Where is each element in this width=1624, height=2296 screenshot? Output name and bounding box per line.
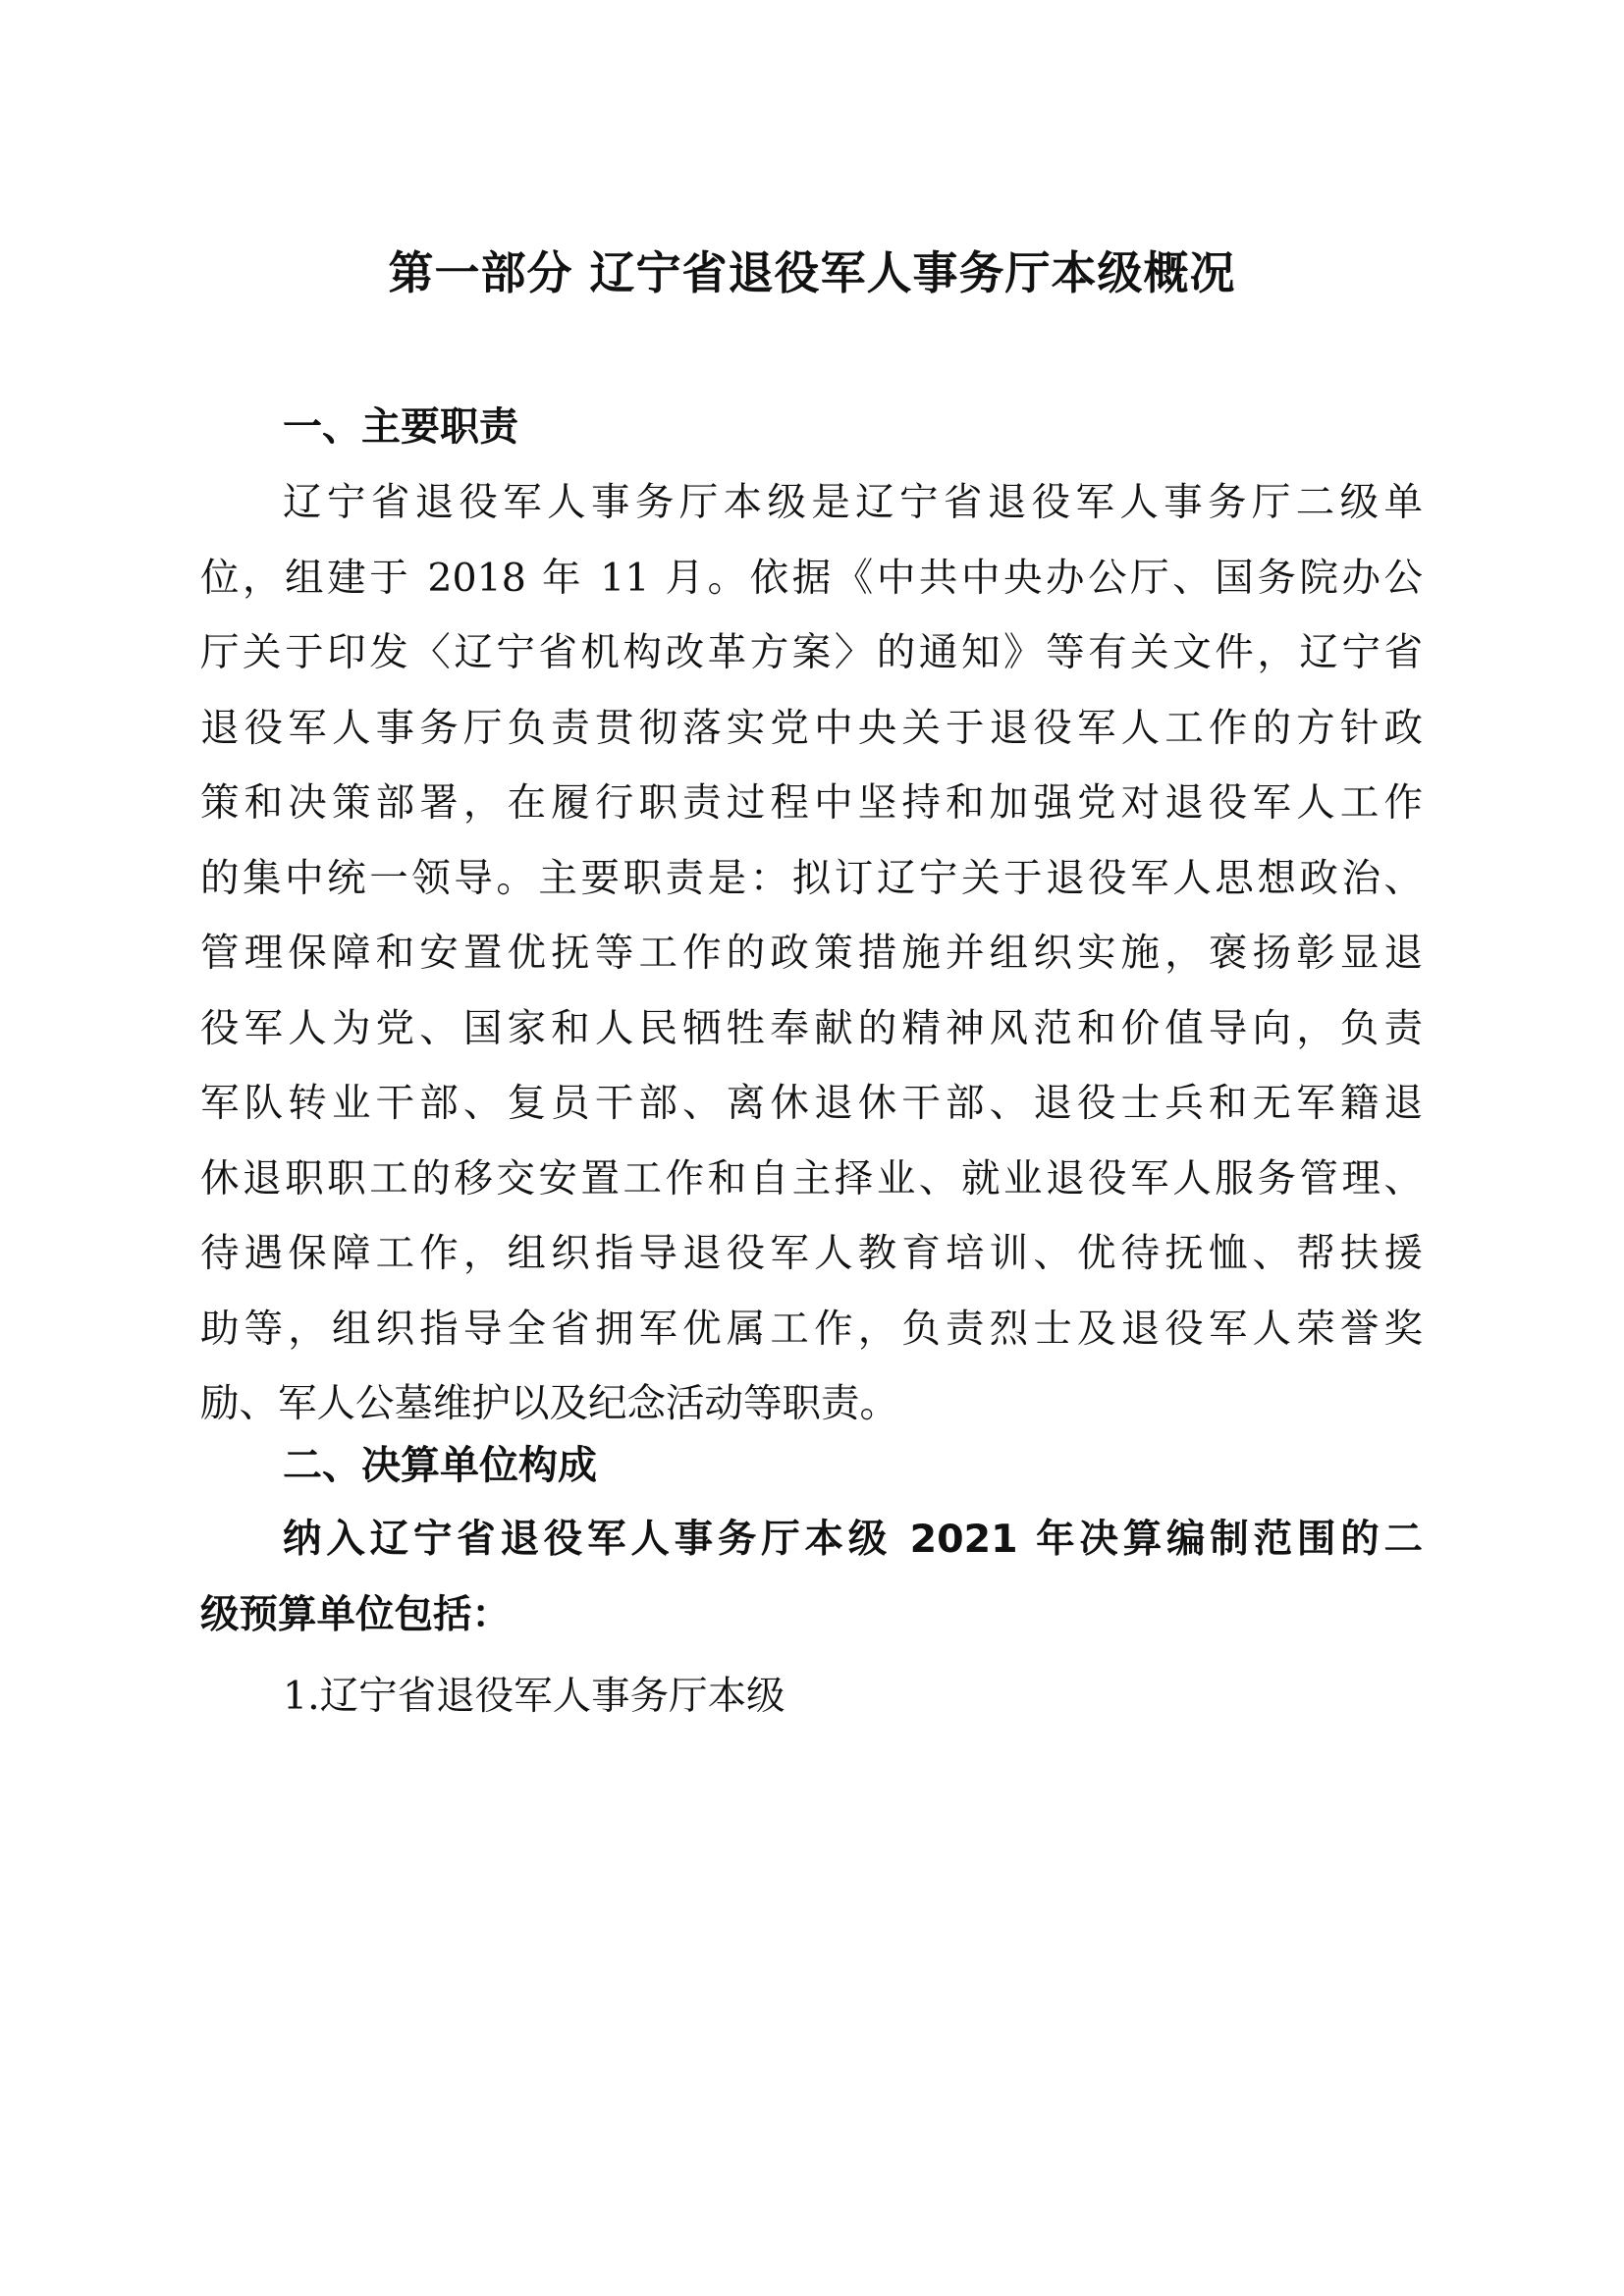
section-heading-main-duties: 一、主要职责 — [283, 404, 518, 450]
paragraph-line: 待遇保障工作，组织指导退役军人教育培训、优待抚恤、帮扶援 — [200, 1231, 1423, 1276]
paragraph-line: 助等，组织指导全省拥军优属工作，负责烈士及退役军人荣誉奖 — [200, 1306, 1423, 1352]
paragraph-main-duties — [200, 465, 1423, 1442]
paragraph-line: 励、军人公墓维护以及纪念活动等职责。 — [200, 1381, 898, 1426]
list-item: 1.辽宁省退役军人事务厅本级 — [283, 1674, 785, 1719]
paragraph-line: 厅关于印发〈辽宁省机构改革方案〉的通知》等有关文件，辽宁省 — [200, 630, 1423, 675]
paragraph-line: 的集中统一领导。主要职责是：拟订辽宁关于退役军人思想政治、 — [200, 855, 1423, 901]
paragraph-line: 纳入辽宁省退役军人事务厅本级 2021 年决算编制范围的二 — [283, 1517, 1423, 1562]
section-heading-budget-units: 二、决算单位构成 — [283, 1443, 597, 1488]
paragraph-line: 级预算单位包括： — [200, 1591, 511, 1637]
paragraph-line: 位，组建于 2018 年 11 月。依据《中共中央办公厅、国务院办公 — [200, 555, 1423, 601]
paragraph-line: 役军人为党、国家和人民牺牲奉献的精神风范和价值导向，负责 — [200, 1005, 1423, 1051]
paragraph-line: 退役军人事务厅负责贯彻落实党中央关于退役军人工作的方针政 — [200, 705, 1423, 751]
paragraph-line: 策和决策部署，在履行职责过程中坚持和加强党对退役军人工作 — [200, 780, 1423, 826]
paragraph-line: 军队转业干部、复员干部、离休退休干部、退役士兵和无军籍退 — [200, 1081, 1423, 1126]
paragraph-line: 休退职职工的移交安置工作和自主择业、就业退役军人服务管理、 — [200, 1155, 1423, 1201]
paragraph-budget-units — [200, 1502, 1423, 1652]
paragraph-line: 管理保障和安置优抚等工作的政策措施并组织实施，褒扬彰显退 — [200, 931, 1423, 976]
paragraph-line: 辽宁省退役军人事务厅本级是辽宁省退役军人事务厅二级单 — [283, 480, 1423, 525]
page-title: 第一部分 辽宁省退役军人事务厅本级概况 — [388, 246, 1236, 299]
